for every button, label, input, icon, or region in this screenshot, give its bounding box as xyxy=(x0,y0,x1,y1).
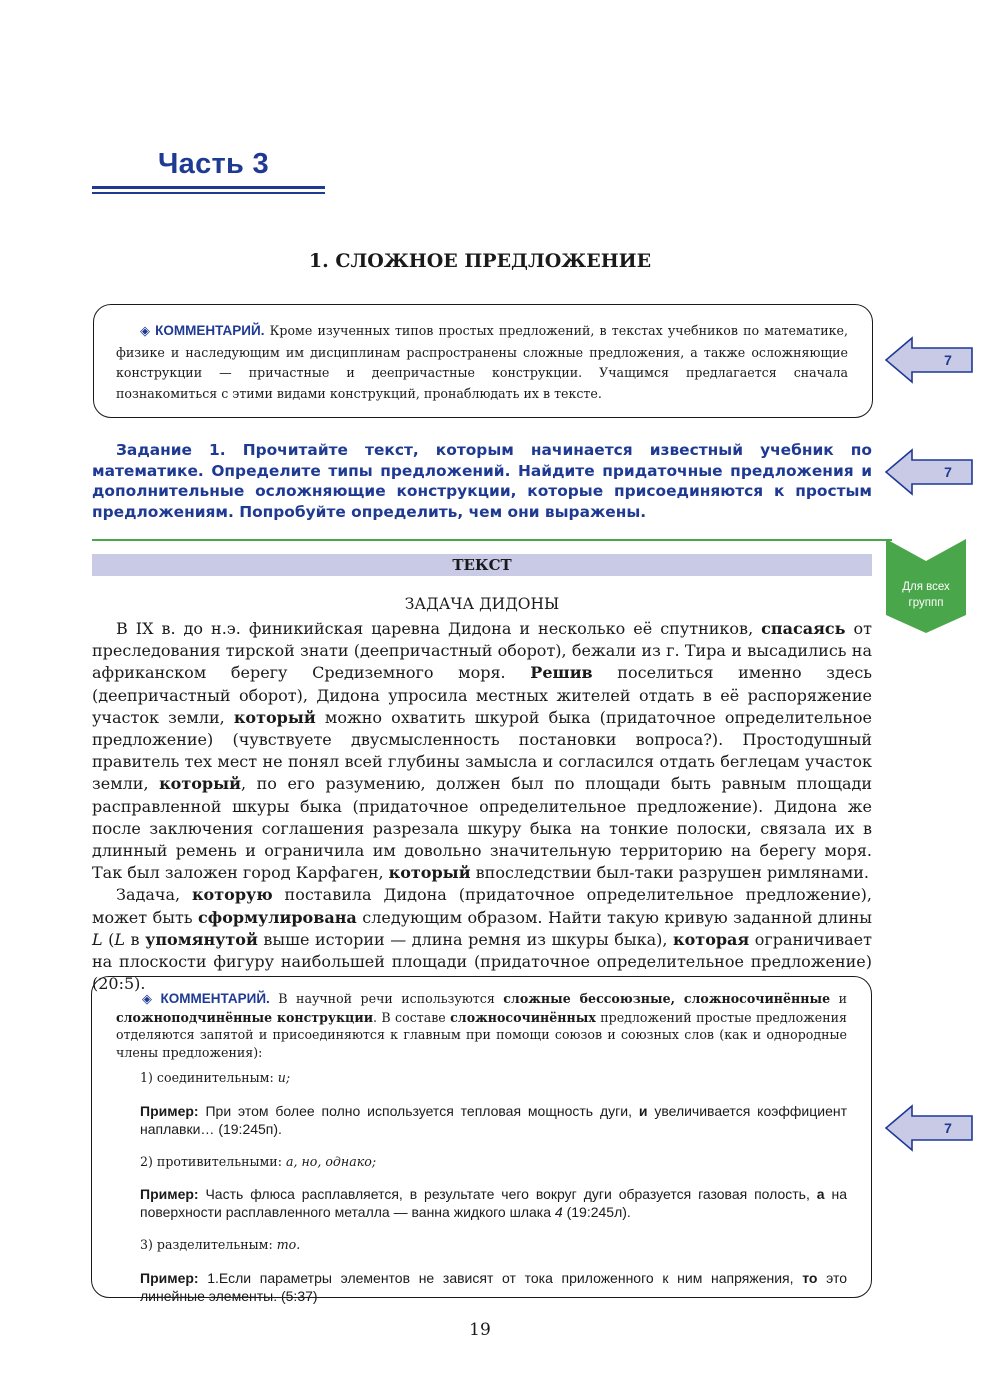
group-tab-line2: группп xyxy=(908,597,944,609)
back-arrow-marker[interactable] xyxy=(884,448,974,496)
task-label: Задание 1. Прочитайте текст, которым начинается известный учебник по математике. Определите типы предложений. Найдите придаточные предложения и дополнительные осложняющие конструкции, которые присоединяются к простым предложениям. Попробуйте определить, чем они выражены. xyxy=(92,441,872,521)
story-body xyxy=(92,618,872,995)
back-arrow-marker[interactable] xyxy=(884,336,974,384)
conjunction-type: 2) противительными: а, но, однако; xyxy=(140,1153,377,1169)
example: Пример: 1.Если параметры элементов не зависят от тока приложенного к ним напряжения, то это линейные элементы. (5:37) xyxy=(140,1269,847,1304)
part-title-rule xyxy=(92,186,325,189)
section-divider xyxy=(92,539,892,541)
back-arrow-marker[interactable] xyxy=(884,1104,974,1152)
arrow-number: 7 xyxy=(944,1120,952,1136)
conjunction-type: 3) разделительным: то. xyxy=(140,1237,301,1252)
group-tab-line1: Для всех xyxy=(902,581,950,593)
section-title: 1. СЛОЖНОЕ ПРЕДЛОЖЕНИЕ xyxy=(308,250,652,272)
comment-tag: КОММЕНТАРИЙ. xyxy=(160,991,270,1006)
story-paragraph: Задача, которую поставила Дидона (придаточное определительное предложение), может быть сформулирована следующим образом. Найти такую кривую заданной длины L (L в упомянутой выше истории — длина ремня из шкуры быка), которая ограничивает на плоскости фигуру наибольшей площади (придаточное определительное предложение) (20:5). xyxy=(92,885,873,994)
arrow-number: 7 xyxy=(944,352,952,368)
example: Пример: Часть флюса расплавляется, в результате чего вокруг дуги образуется газовая полость, а на поверхности расплавленного металла — ванна жидкого шлака 4 (19:245л). xyxy=(140,1186,847,1220)
conjunction-type: 1) соединительным: и; xyxy=(140,1070,291,1085)
story-paragraph: В IX в. до н.э. финикийская царевна Дидона и несколько её спутников, спасаясь от преследования тирской знати (деепричастный оборот), бежали из г. Тира и высадились на африканском берегу Средиземного моря. Решив поселиться именно здесь (деепричастный оборот), Дидона упросила местных жителей отдать в её распоряжение участок земли, который можно охватить шкурой быка (придаточное определительное предложение) (чувствуете двусмысленность постановки вопроса?). Простодушный правитель тех мест не понял всей глубины замысла и согласился отдать беглецам участок земли, который, по его разумению, должен был по площади быть равным площади расправленной шкуры быка (придаточное определительное предложение). Дидона же после заключения соглашения разрезала шкуру быка на тонкие полоски, связала их в длинный ремень и ограничила им довольно значительную территорию на берегу моря. Так был заложен город Карфаген, который впоследствии был-таки разрушен римлянами. xyxy=(92,619,873,883)
example: Пример: При этом более полно используется тепловая мощность дуги, и увеличивается коэффициент наплавки… (19:245п). xyxy=(140,1102,847,1137)
diamond-icon: ◈ xyxy=(142,992,152,1007)
part-title-rule xyxy=(92,192,325,194)
story-title: ЗАДАЧА ДИДОНЫ xyxy=(404,595,560,613)
comment-box xyxy=(91,976,872,1304)
comment-tag: КОММЕНТАРИЙ. xyxy=(155,323,265,338)
text-banner: ТЕКСТ xyxy=(92,554,872,576)
comment-intro: ◈ КОММЕНТАРИЙ. В научной речи используются сложные бессоюзные, сложносочинённые и сложноподчинённые конструкции. В составе сложносочинённых предложений простые предложения отделяются запятой и присоединяются к главным при помощи союзов и союзных слов (как и однородные члены предложения): xyxy=(116,991,847,1060)
comment-box xyxy=(93,304,873,418)
task-text xyxy=(92,440,872,522)
diamond-icon: ◈ xyxy=(140,324,150,339)
comment-text: Кроме изученных типов простых предложений, в текстах учебников по математике, физике и наследующим им дисциплинам распространены сложные предложения, а также осложняющие конструкции — причастные и деепричастные конструкции. Учащимся предлагается сначала познакомиться с этими видами конструкций, пронаблюдать их в тексте. xyxy=(116,323,848,401)
page-number: 19 xyxy=(469,1320,491,1340)
arrow-number: 7 xyxy=(944,464,952,480)
part-title: Часть 3 xyxy=(158,148,269,180)
group-tab-marker xyxy=(886,539,966,633)
